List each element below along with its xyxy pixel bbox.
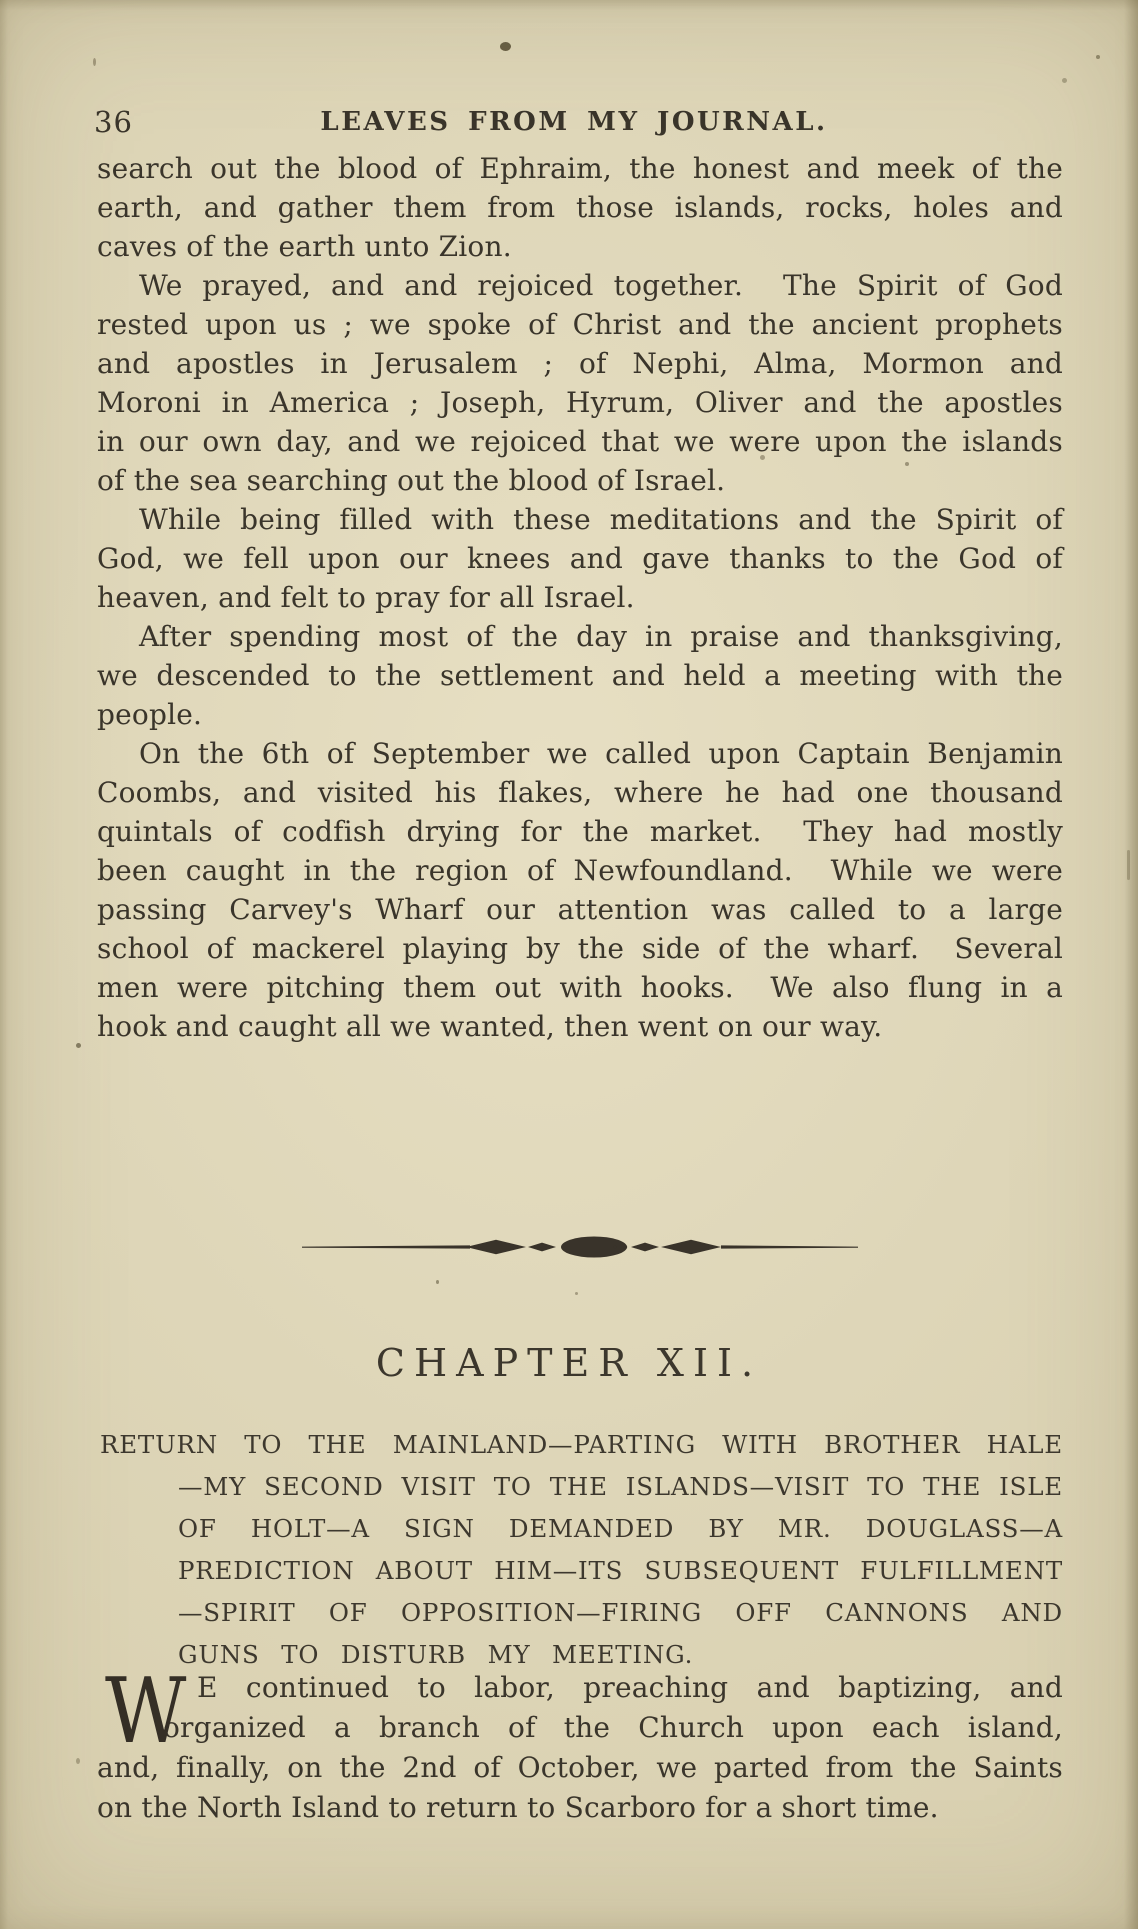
body-line: We prayed, and and rejoiced together. The Spirit of God [139,269,1063,302]
running-title: LEAVES FROM MY JOURNAL. [320,107,828,137]
body-line: on the North Island to return to Scarboro for a short time. [97,1791,939,1824]
synopsis-line: —MY SECOND VISIT TO THE ISLANDS—VISIT TO THE ISLE [178,1472,1063,1501]
ink-speck [1096,55,1100,59]
body-line: hook and caught all we wanted, then went on our way. [97,1010,883,1043]
ink-speck [760,455,765,460]
body-line: school of mackerel playing by the side of the wharf. Several [97,932,1063,965]
body-line: and apostles in Jerusalem ; of Nephi, Alma, Mormon and [97,347,1063,380]
chapter-synopsis [100,1424,1063,1676]
section-divider-ornament [300,1233,860,1261]
body-line: caves of the earth unto Zion. [97,230,512,263]
ink-speck [76,1043,81,1048]
body-line: and, finally, on the 2nd of October, we parted from the Saints [97,1751,1063,1784]
body-line: people. [97,698,203,731]
body-line: After spending most of the day in praise and thanksgiving, [139,620,1063,653]
body-line: E continued to labor, preaching and baptizing, and [197,1671,1063,1704]
body-line: heaven, and felt to pray for all Israel. [97,581,635,614]
body-line: organized a branch of the Church upon each island, [163,1711,1063,1744]
scan-edge-shadow [0,0,1138,10]
body-line: of the sea searching out the blood of Israel. [97,464,726,497]
scan-edge-shadow [0,0,8,1929]
ink-speck [1062,78,1067,83]
ink-speck [575,1292,578,1295]
ink-speck [436,1280,439,1284]
drop-cap: W [105,1659,187,1764]
synopsis-line: GUNS TO DISTURB MY MEETING. [178,1640,694,1669]
body-line: Moroni in America ; Joseph, Hyrum, Oliver and the apostles [97,386,1063,419]
ink-speck [93,58,96,66]
body-line: rested upon us ; we spoke of Christ and the ancient prophets [97,308,1063,341]
body-line: quintals of codfish drying for the market. They had mostly [97,815,1063,848]
body-line: God, we fell upon our knees and gave thanks to the God of [97,542,1063,575]
body-line: On the 6th of September we called upon Captain Benjamin [139,737,1063,770]
scan-edge-shadow [1124,0,1138,1929]
body-line: passing Carvey's Wharf our attention was called to a large [97,893,1063,926]
synopsis-line: OF HOLT—A SIGN DEMANDED BY MR. DOUGLASS—A [178,1514,1063,1543]
body-line: we descended to the settlement and held a meeting with the [97,659,1063,692]
synopsis-line: —SPIRIT OF OPPOSITION—FIRING OFF CANNONS AND [178,1598,1063,1627]
body-line: in our own day, and we rejoiced that we were upon the islands [97,425,1063,458]
synopsis-line: RETURN TO THE MAINLAND—PARTING WITH BROTHER HALE [100,1430,1063,1459]
body-line: search out the blood of Ephraim, the honest and meek of the [97,152,1063,185]
page-number: 36 [94,105,133,139]
synopsis-line: PREDICTION ABOUT HIM—ITS SUBSEQUENT FULFILLMENT [178,1556,1063,1585]
ink-speck [76,1758,80,1764]
running-header [92,103,1056,139]
chapter-heading: CHAPTER XII. [375,1341,763,1385]
opening-paragraph [97,1659,1063,1828]
body-line: earth, and gather them from those islands, rocks, holes and [97,191,1063,224]
body-line: Coombs, and visited his flakes, where he had one thousand [97,776,1063,809]
ink-speck [500,42,511,51]
body-line: men were pitching them out with hooks. We also flung in a [97,971,1063,1004]
ink-speck [905,462,909,466]
body-line: While being filled with these meditations and the Spirit of [139,503,1063,536]
body-text [97,149,1063,1046]
body-line: been caught in the region of Newfoundland. While we were [97,854,1063,887]
